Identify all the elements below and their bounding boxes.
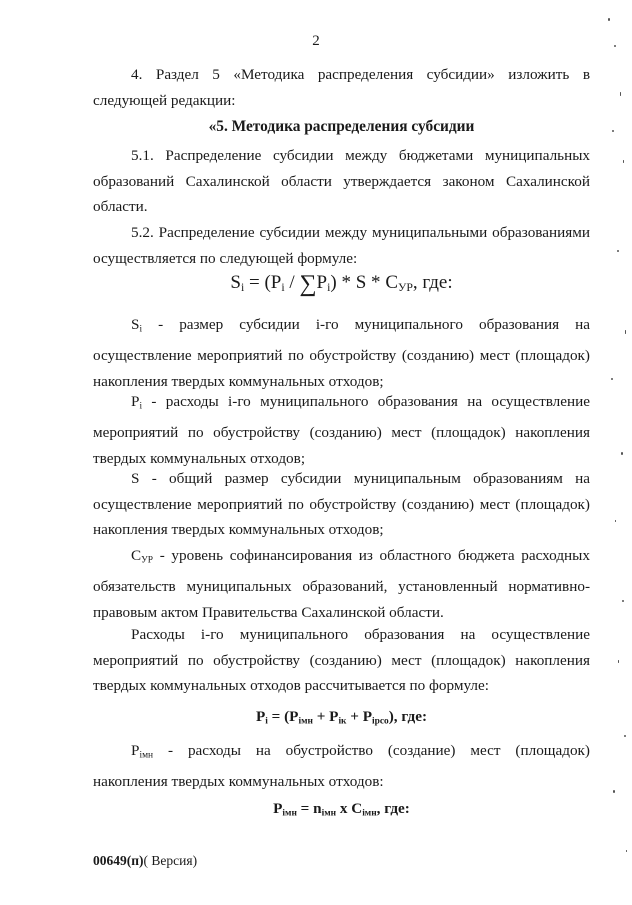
scan-speck [626,850,627,852]
scan-speck [622,600,624,602]
formula-operator: ) [330,272,337,293]
formula-subscript: iмн [282,808,297,819]
formula-symbol: S [230,272,241,293]
formula-symbol: n [313,800,322,817]
formula-subscript: i [281,280,285,294]
formula-subscript: УР [398,280,413,294]
paragraph-item-4: 4. Раздел 5 «Методика распределения субсидии» изложить в следующей редакции: [93,66,590,109]
definition-s: S - общий размер субсидии муниципальным образованиям на осуществление мероприятий по обустройству (созданию) мест (площадок) накопления твердых коммунальных отходов; [93,470,590,539]
formula-operator: + [346,708,363,725]
sum-symbol: ∑ [299,271,317,297]
formula-operator: * S * [336,272,386,293]
footer-version: ( Версия) [143,853,198,868]
formula-tail: , где: [376,800,410,817]
formula-symbol: P [289,708,299,725]
definition-pi [93,389,590,471]
scan-speck [620,92,621,96]
formula-subscript: i [327,280,331,294]
term-subscript: iмн [139,750,154,761]
formula-subscript: i [240,280,245,294]
paragraph-expenses: Расходы i-го муниципального образования на осуществление мероприятий по обустройству (созданию) мест (площадок) накопления твердых коммунальных отходов рассчитывается по формуле: [93,626,590,695]
definition-pimn [93,738,590,795]
term-subscript: i [139,401,143,412]
term-symbol: S [131,316,140,333]
scan-speck [615,520,616,522]
formula-operator: = ( [244,272,271,293]
scan-speck [618,660,619,663]
paragraph-5-2: 5.2. Распределение субсидии между муниципальными образованиями осуществляется по следующей формуле: [93,224,590,267]
formula-symbol: P [273,800,283,817]
formula-subscript: iмн [321,808,337,819]
definition-text: - расходы на обустройство (создание) мест (площадок) накопления твердых коммунальных отходов: [93,742,590,790]
scan-speck [624,735,626,737]
formula-symbol: P [329,708,339,725]
term-symbol: C [131,547,142,564]
footer-document-code [93,853,197,869]
scan-speck [621,452,623,455]
formula-subsidy [93,272,590,295]
definition-text: - уровень софинансирования из областного бюджета расходных обязательств муниципальных образований, установленный нормативно-правовым актом Правительства Сахалинской области. [93,547,590,621]
formula-operator: + [312,708,330,725]
scan-speck [623,160,624,163]
definition-text: - размер субсидии i-го муниципального образования на осуществление мероприятий по обустройству (созданию) мест (площадок) накопления твердых коммунальных отходов; [93,316,590,390]
formula-pimn [93,800,590,818]
formula-symbol: P [316,272,328,293]
definition-si [93,312,590,394]
scan-speck [608,18,610,21]
formula-operator: / [284,272,300,293]
footer-code: 00649(п) [93,853,144,868]
definition-text: - расходы i-го муниципального образования на осуществление мероприятий по обустройству (созданию) мест (площадок) накопления твердых коммунальных отходов; [93,393,590,467]
formula-symbol: C [385,272,398,293]
formula-subscript: iк [338,716,347,727]
scan-speck [611,378,613,380]
formula-expenses [93,708,590,726]
scan-speck [613,790,615,793]
scan-speck [612,130,614,132]
formula-symbol: P [270,272,282,293]
formula-operator: х [336,800,352,817]
formula-subscript: iмн [362,808,377,819]
formula-operator: = [296,800,314,817]
page-number: 2 [312,33,320,49]
term-symbol: P [131,742,140,759]
formula-tail: ), где: [388,708,428,725]
scan-speck [625,330,626,334]
term-subscript: i [139,324,143,335]
formula-subscript: iмн [298,716,313,727]
formula-subscript: i [265,716,268,727]
formula-subscript: iрсо [372,716,389,727]
paragraph-5-1: 5.1. Распределение субсидии между бюджетами муниципальных образований Сахалинской области утверждается законом Сахалинской области. [93,147,590,216]
formula-symbol: C [351,800,363,817]
formula-operator: = ( [267,708,290,725]
scan-speck [617,250,619,252]
definition-cyp [93,543,590,625]
formula-tail: , где: [412,272,453,293]
formula-symbol: P [362,708,373,725]
term-symbol: P [131,393,140,410]
section-heading: «5. Методика распределения субсидии [208,118,475,135]
term-subscript: УР [141,555,154,566]
formula-symbol: P [255,708,266,725]
scan-speck [614,45,616,47]
